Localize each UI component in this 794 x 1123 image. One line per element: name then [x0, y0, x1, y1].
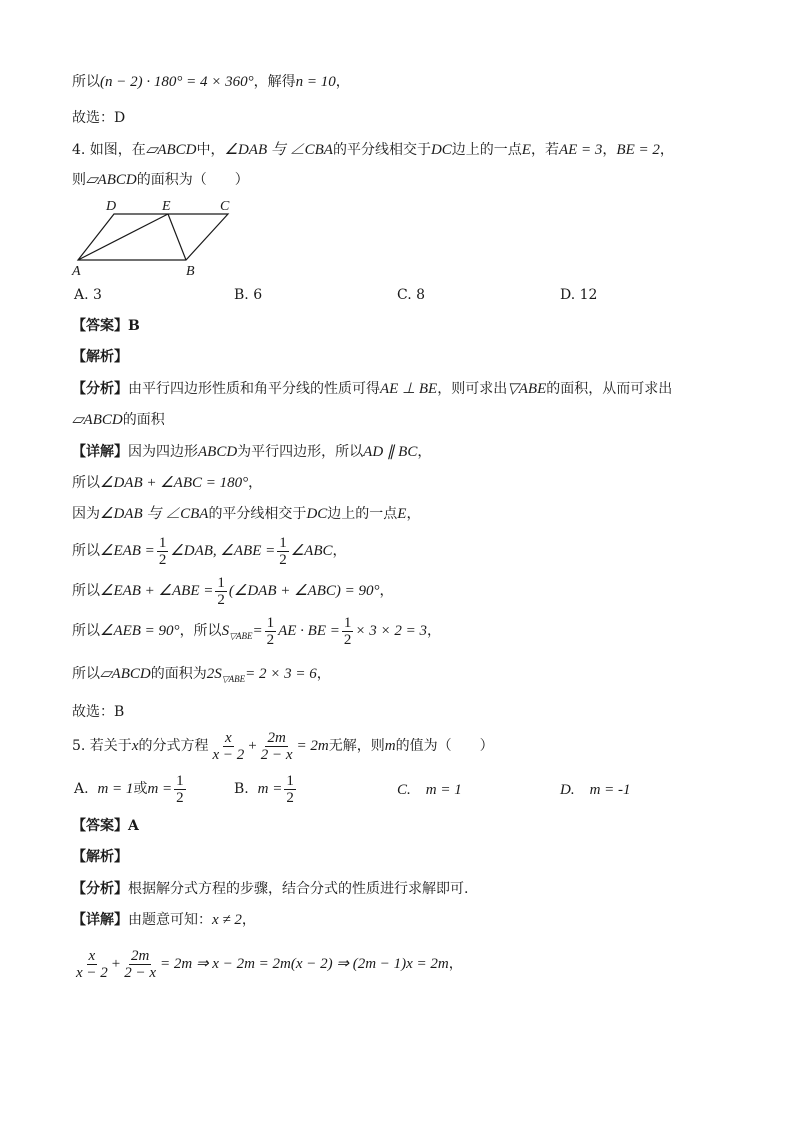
math: ▱ABCD [145, 142, 197, 158]
q5-option-a[interactable] [74, 772, 188, 806]
text: 因为四边形 [128, 444, 198, 460]
q4-select: 故选：B [72, 704, 125, 720]
math: ▽ABE [507, 381, 547, 397]
tag: 【详解】 [72, 912, 128, 928]
text: ， [427, 623, 442, 639]
math: AE = 3 [558, 142, 603, 158]
text: 由题意可知： [128, 912, 212, 928]
numerator: 2m [267, 729, 286, 746]
numerator: 1 [176, 772, 184, 789]
q5-analysis: 【解析】 [72, 849, 128, 865]
q4-fenxi-line2 [72, 410, 165, 430]
label-e: E [162, 199, 171, 214]
math: ▱ABCD [86, 172, 137, 188]
denominator: 2 [217, 591, 225, 608]
numerator: 1 [343, 614, 352, 631]
fraction-half [174, 773, 186, 806]
math: n = 10 [295, 74, 336, 90]
math: x [131, 738, 139, 754]
select-d: 故选：D [72, 110, 126, 126]
text: 所以 [72, 666, 100, 682]
q5-option-b[interactable] [234, 772, 298, 806]
q5-xiangjie-line1 [72, 910, 256, 930]
denominator: 2 [286, 789, 294, 806]
q4-option-b[interactable]: B. 6 [234, 287, 263, 303]
q4-analysis: 【解析】 [72, 349, 128, 365]
numerator: 1 [286, 772, 294, 789]
denominator: 2 − x [124, 964, 157, 981]
parallelogram-figure [68, 196, 238, 278]
fraction-half [215, 575, 227, 608]
tag: 【分析】 [72, 381, 128, 397]
parallelogram-abcd [78, 214, 228, 260]
denominator: 2 [176, 789, 184, 806]
denominator: 2 [158, 551, 167, 568]
tag: 【详解】 [72, 444, 128, 460]
text: 的值为（ ） [395, 738, 494, 754]
text: 根据解分式方程的步骤，结合分式的性质进行求解即可. [128, 881, 469, 897]
math: E [521, 142, 531, 158]
subscript: ▽ABE [221, 673, 246, 684]
math: = 2m ⇒ x − 2m = 2m(x − 2) ⇒ (2m − 1)x = 2m [160, 956, 449, 972]
fraction [122, 948, 158, 981]
text: 的面积 [122, 412, 165, 428]
math: x ≠ 2 [212, 912, 242, 928]
text: ， [659, 142, 674, 158]
numerator: 1 [217, 574, 225, 591]
text: ，所以 [179, 623, 222, 639]
math: = [252, 623, 263, 639]
text: 因为 [72, 506, 100, 522]
q5-line1 [72, 728, 494, 764]
text: ， [335, 74, 350, 90]
segment-be [168, 214, 186, 260]
q5-option-c[interactable]: C. m = 1 [397, 782, 462, 798]
math: ▱ABCD [72, 412, 123, 428]
text: 5. 若关于 [72, 738, 132, 754]
fraction-half [277, 535, 289, 568]
numerator: x [225, 729, 232, 746]
denominator: 2 − x [260, 746, 293, 763]
segment-ae [78, 214, 168, 260]
math: + [248, 738, 257, 754]
text: B. [234, 781, 249, 797]
math: ABCD [198, 444, 238, 460]
math: 2S [206, 666, 222, 682]
denominator: 2 [266, 631, 275, 648]
denominator: x − 2 [76, 964, 108, 981]
math: m [384, 738, 396, 754]
q5-xiangjie-line2 [72, 946, 463, 982]
text: ， [248, 475, 263, 491]
numerator: 1 [279, 534, 287, 551]
math: × 3 × 2 = 3 [355, 623, 428, 639]
fraction [74, 948, 110, 981]
math: DC [430, 142, 452, 158]
text: 的分式方程 [138, 738, 209, 754]
math: m = 1 [97, 781, 134, 797]
text: 由平行四边形性质和角平分线的性质可得 [128, 381, 380, 397]
label-b: B [186, 264, 195, 278]
denominator: 2 [279, 551, 287, 568]
line-p1 [72, 72, 350, 92]
text: ，则可求出 [437, 381, 508, 397]
text: 为平行四边形，所以 [237, 444, 364, 460]
math: ∠EAB = [100, 543, 155, 559]
q4-option-c[interactable]: C. 8 [397, 287, 426, 303]
denominator: 2 [343, 631, 352, 648]
denominator: x − 2 [212, 746, 245, 763]
math: ∠DAB 与 ∠CBA [100, 506, 209, 522]
q5-answer: 【答案】A [72, 818, 139, 834]
math: ▱ABCD [100, 666, 151, 682]
math: m = [257, 781, 283, 797]
text: 所以 [72, 543, 100, 559]
text: ， [241, 912, 256, 928]
text: 边上的一点 [451, 142, 522, 158]
text: 的面积为 [150, 666, 207, 682]
q5-fenxi [72, 879, 468, 899]
q5-option-d[interactable]: D. m = -1 [560, 782, 631, 798]
label-d: D [106, 199, 117, 214]
fraction-half [265, 615, 277, 648]
text: A. [74, 781, 89, 797]
math: = 2 × 3 = 6 [245, 666, 317, 682]
q4-line1 [72, 140, 674, 160]
numerator: 2m [130, 947, 150, 964]
q4-xiangjie-line7 [72, 664, 331, 689]
label-a: A [72, 264, 81, 278]
math: AD ∥ BC [363, 444, 418, 460]
math: ∠DAB 与 ∠CBA [224, 142, 333, 158]
fraction-half [157, 535, 169, 568]
math: AE · BE = [278, 623, 340, 639]
math: ∠AEB = 90° [100, 623, 180, 639]
text: 所以 [72, 583, 100, 599]
numerator: 1 [158, 534, 167, 551]
numerator: x [88, 947, 96, 964]
text: ， [316, 666, 331, 682]
fraction [259, 730, 295, 763]
text: ， [406, 506, 421, 522]
q4-xiangjie-line3 [72, 504, 420, 524]
text: 所以 [72, 623, 100, 639]
text: 边上的一点 [327, 506, 398, 522]
fraction-half [284, 773, 296, 806]
text: ， [417, 444, 432, 460]
q4-xiangjie-line2 [72, 473, 262, 493]
text: ，解得 [253, 74, 296, 90]
text: ， [379, 583, 394, 599]
text: 或 [133, 781, 148, 797]
math: AE ⊥ BE [380, 381, 438, 397]
text: 4. 如图，在 [72, 142, 146, 158]
label-c: C [220, 199, 230, 214]
text: 的平分线相交于 [208, 506, 307, 522]
math: ∠ABC [290, 543, 333, 559]
q4-xiangjie-line4 [72, 534, 347, 568]
q4-option-a[interactable]: A. 3 [74, 287, 102, 303]
subscript: ▽ABE [229, 630, 253, 641]
math: ∠DAB + ∠ABC = 180° [100, 475, 249, 491]
math: S [221, 623, 230, 639]
math: + [111, 956, 121, 972]
text: 所以 [72, 475, 100, 491]
math: = 2m [296, 738, 329, 754]
math: BE = 2 [616, 142, 660, 158]
text: ，若 [530, 142, 559, 158]
text: 所以 [72, 74, 100, 90]
q4-xiangjie-line6 [72, 614, 441, 653]
fraction-half [342, 615, 354, 648]
math: DC [306, 506, 328, 522]
math: E [397, 506, 407, 522]
math: ∠DAB, ∠ABE = [170, 543, 276, 559]
fraction [210, 730, 246, 763]
math: (n − 2) · 180° = 4 × 360° [100, 74, 254, 90]
q4-fenxi-line1 [72, 379, 672, 399]
text: ， [602, 142, 617, 158]
text: ， [448, 956, 463, 972]
tag: 【分析】 [72, 881, 128, 897]
q4-xiangjie-line5 [72, 574, 394, 608]
q4-xiangjie-line1 [72, 442, 431, 462]
numerator: 1 [266, 614, 275, 631]
text: 中， [196, 142, 225, 158]
math: ∠EAB + ∠ABE = [100, 583, 214, 599]
text: 的平分线相交于 [332, 142, 431, 158]
q4-answer: 【答案】B [72, 318, 140, 334]
math: (∠DAB + ∠ABC) = 90° [228, 583, 380, 599]
math: m = [147, 781, 173, 797]
q4-line2 [72, 170, 249, 190]
text: 无解，则 [328, 738, 385, 754]
text: 则 [72, 172, 86, 188]
text: 的面积，从而可求出 [546, 381, 673, 397]
text: 的面积为（ ） [136, 172, 249, 188]
q4-option-d[interactable]: D. 12 [560, 287, 598, 303]
text: ， [332, 543, 347, 559]
